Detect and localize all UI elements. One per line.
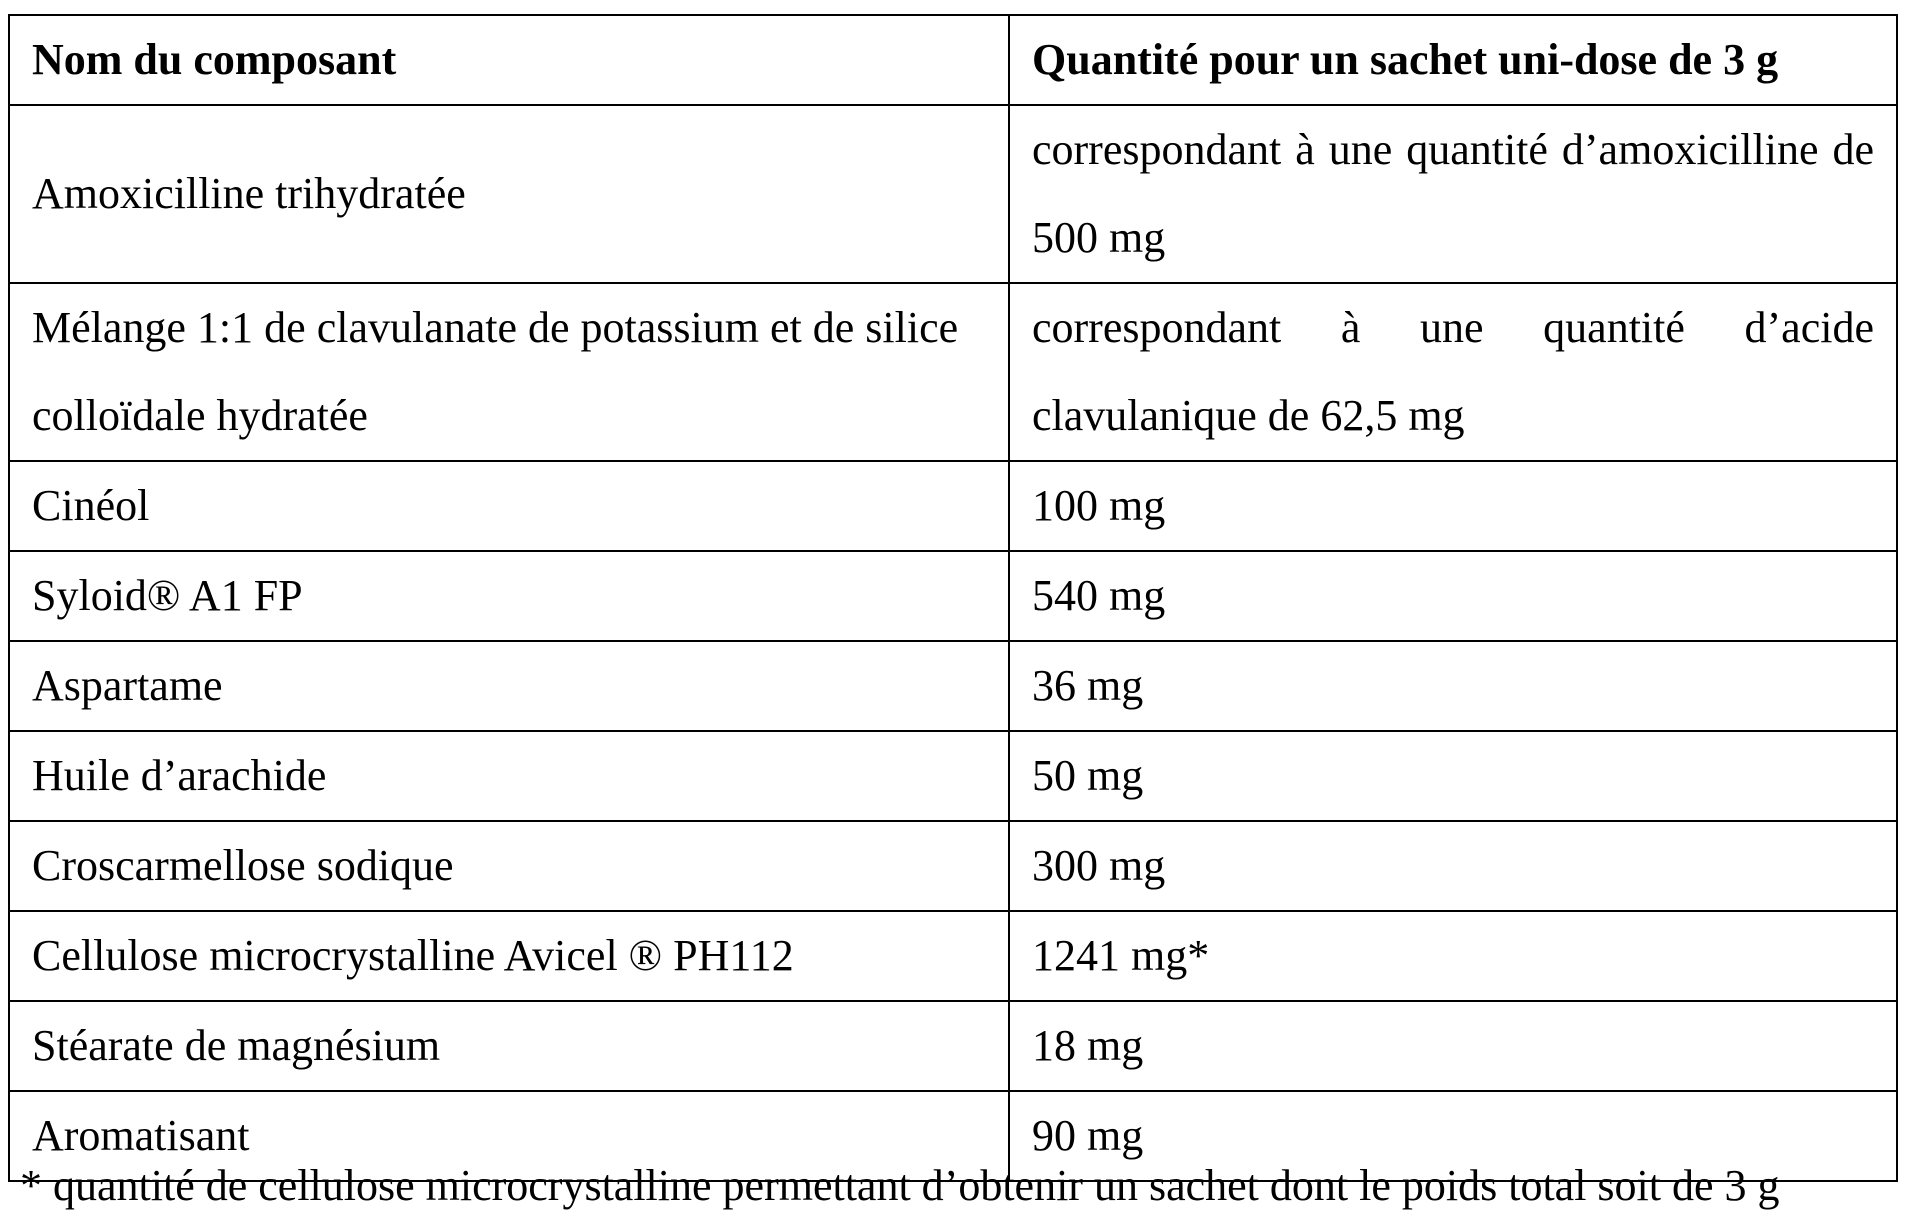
table-row <box>9 461 1897 551</box>
component-name: Mélange 1:1 de clavulanate de potassium et de silice colloïdale hydratée <box>9 283 1009 461</box>
footnote: * quantité de cellulose microcrystalline permettant d’obtenir un sachet dont le poids total soit de 3 g <box>20 1161 1780 1210</box>
component-name: Huile d’arachide <box>9 731 1009 821</box>
table-row <box>9 821 1897 911</box>
component-quantity: 1241 mg* <box>1009 911 1897 1001</box>
component-name: Stéarate de magnésium <box>9 1001 1009 1091</box>
component-name: Cinéol <box>9 461 1009 551</box>
component-name: Aromatisant <box>9 1091 1009 1181</box>
table-row <box>9 641 1897 731</box>
component-quantity <box>1009 105 1897 283</box>
component-name: Aspartame <box>9 641 1009 731</box>
table-row <box>9 911 1897 1001</box>
component-quantity: 90 mg <box>1009 1091 1897 1181</box>
table-row <box>9 105 1897 283</box>
table-row <box>9 731 1897 821</box>
table-header-row <box>9 15 1897 105</box>
component-quantity: 300 mg <box>1009 821 1897 911</box>
component-quantity: 540 mg <box>1009 551 1897 641</box>
table-row <box>9 283 1897 461</box>
component-quantity <box>1009 283 1897 461</box>
component-quantity: 36 mg <box>1009 641 1897 731</box>
component-quantity: 50 mg <box>1009 731 1897 821</box>
component-quantity: 100 mg <box>1009 461 1897 551</box>
component-quantity-text: correspondant à une quantité d’amoxicilline de 500 mg <box>1032 125 1874 262</box>
header-component-name: Nom du composant <box>9 15 1009 105</box>
component-name: Croscarmellose sodique <box>9 821 1009 911</box>
table-row <box>9 551 1897 641</box>
table-row <box>9 1001 1897 1091</box>
component-name: Syloid® A1 FP <box>9 551 1009 641</box>
header-quantity: Quantité pour un sachet uni-dose de 3 g <box>1009 15 1897 105</box>
component-quantity-text: correspondant à une quantité d’acide clavulanique de 62,5 mg <box>1032 303 1874 440</box>
component-name: Amoxicilline trihydratée <box>9 105 1009 283</box>
component-name: Cellulose microcrystalline Avicel ® PH112 <box>9 911 1009 1001</box>
component-quantity: 18 mg <box>1009 1001 1897 1091</box>
